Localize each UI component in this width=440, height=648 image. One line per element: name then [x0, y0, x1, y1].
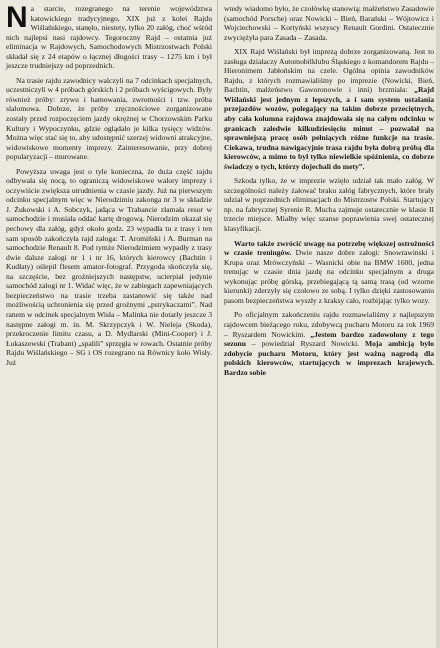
page-edge — [436, 0, 440, 648]
right-column — [224, 4, 434, 377]
interview-attribution: – powiedział Ryszard Nowicki. — [245, 339, 365, 349]
paragraph-trials: Na trasie rajdu zawodnicy walczyli na 7 odcinkach specjalnych, uczestniczyli w 4 próbach górskich i 2 próbach wyścigowych. Były również próby: zrywu i hamowania, zwrotności i tzw. próba slalomowa. Dobrze, że próby zręcznościowe zorganizowane zostały przed rozpoczęciem jazdy okrężnej w Chorzowskim Parku Kultury i Wypoczynku, gdzie oglądało je kilka tysięcy widzów. Można więc stać się to, aby udostępnić szerzej widowni atrakcyjne, widowiskowe momenty imprezy. Zainteresowanie, przy dobrej popularyzacji – murowane. — [6, 75, 212, 162]
paragraph-organization — [224, 47, 434, 171]
interview-intro: Po oficjalnym zakończeniu rajdu rozmawialiśmy z najlepszym rajdowcem bieżącego roku, zdobywcą pucharu Motoru za rok 1969 – Ryszardem Nowickim. — [224, 310, 434, 339]
paragraph-few-crews: Szkoda tylko, że w imprezie wzięło udział tak mało załóg. W szczególności należy żałować braku załóg fabrycznych, które brały udział w poprzednich eliminacjach do Mistrzostw Polski. Startujący np. na fabrycznej Syrenie R. Mucha zajmuje ostatecznie w klasie II trzecie miejsce. Miałby więc szanse poprawienia swej ostatecznej klasyfikacji. — [224, 176, 434, 234]
left-column — [6, 1, 212, 367]
opening-paragraph — [6, 1, 212, 71]
organization-text: XIX Rajd Wiślański był imprezą dobrze zorganizowaną. Jest to zasługa działaczy Automobilklubu Śląskiego z komandorem Rajdu – Hieronimem Jabłońskim na czele. Ogólna opinia zawodników Rajdu, z których rozmawialiśmy po imprezie (Nowicki, Bień, Bachtin, małżeństwo Gaworonowie i inni) brzmiała: — [224, 47, 434, 95]
opening-paragraph-text: a starcie, rozegranego na terenie województwa katowickiego tradycyjnego, XIX już z kolei Rajdu Wiślańskiego, stanęło, niestety, tylko 20 załóg, choć wśród nich najlepsi nasi rajdowcy. Tegoroczny Rajd – ostatnia już eliminacja w Rajdowych, Samochodowych Mistrzostwach Polski składał się z 24 etapów o łącznej długości trasy – 1275 km i był jeszcze trudniejszy od poprzednich. — [6, 4, 212, 71]
interview-quote-2: Moja ambicją było zdobycie pucharu Motoru, który jest ważną nagrodą dla polskich kierowców, startujących w imprezach krajowych. Bardzo sobie — [224, 339, 435, 377]
training-text: Dwie nasze dobre załogi: Snowrawinski i Krupa oraz Mrówczyński – Wasnicki obie na BMW 1600, jedna trenując w czasie dnia jazdę na odcinku specjalnym a druga wykonując próbę górską, przebiegającą tą samą trasą (od wzorne kierunki) zderzyły się czołowo ze sobą. I tylko dzięki zastosowaniu pasom bezpieczeństwa wyszły z kraksy cało, rozbijając tylko wozy. — [224, 248, 435, 305]
paragraph-interview — [224, 310, 434, 377]
column-divider — [217, 0, 218, 648]
drivers-opinion-quote: „Rajd Wiślański jest jednym z lepszych, a i sam system ustalania przejazdów wozów, polegający na takim dobrze przeciętnych, aby cała kolumna rajdowa znajdowała się na całym odcinku w granicach zaledwie kilkudziesięciu minut – pozwalał na sprawniejszą pracę osób pełniących różne funkcje na trasie. Ciekawa, trudna nawigacyjnie trasa rajdu była dobrą próbą dla kierowców, a mimo to był tylko niewielkie spóźnienia, co dobrze świadczy o tych, którzy dojechali do mety”. — [224, 85, 434, 171]
drop-cap: N — [6, 1, 28, 34]
paragraph-leaders: wtedy wiadomo było, że czołówkę stanowią: małżeństwo Zasadowie (samochód Porsche) oraz Nowicki – Bień, Barański – Wójtowicz i Wojciechowski – Kortyński wszyscy Renault Gordini. Ostatecznie zwyciężyła para Zasada – Zasada. — [224, 4, 434, 42]
paragraph-training — [224, 239, 434, 306]
paragraph-night-stage: Powyższa uwaga jest o tyle konieczna, że duża część rajdu odbywała się nocą, to ograniczą widowiskowe walory imprezy i oczywiście zwiększa utrudnienia w czasie jazdy. Już na pierwszym odcinku specjalnym więc w Nierodzimiu zakonga nr 3 w składzie J. Żukowski i A. Sobczyk, jadąca w Trabancie złamała resor w samochodzie i musiała oddać kartę drogową. Nierodzim okazał się pechowy dla załóg, gdyż około godz. 23 wypadła tu z trasy i ten sam sposób zakończyła rajd załoga: T. Aromiński i A. Burman na samochodzie Renault 8. Pod tymże Nierodzimiem wypadły z trasy dwie dalsze załogi nr 1 i nr 16, których kierowcy (Bachtin i Kudłaty) oślepił flesem amator-fotograf. Przygoda skończyła się, na szczęście, bez groźniejszych następstw, ucierpiał jedynie samochód załogi nr 1. Widać więc, że w zabiegach zapewniających bezpieczeństwo na trasie trzeba zastanowić się także nad możliwością uchronienia się przed groźnymi „pstrykaczami”. Nad ranem w odcinek specjalnym Wisła – Malinka nie dotarły jeszcze 3 następne załogi m. in. M. Skrzypczyk i W. Nieleja (Skoda), przekroczenie limitu czasu, a D. Mydlarski (Mini-Cooper) i J. Łukaszewski (Trabant) „spalili” sprzęgła w rowach. Ostatnie próby Rajdu Wiślańskiego – SG i OS rozegrano na Równicy koło Wisły. Już — [6, 166, 212, 367]
interview-quote-1: „Jestem bardzo zadowolony z tego sezonu — [224, 329, 434, 349]
training-warning: Warto także zwrócić uwagę na potrzebę większej ostrożności w czasie treningów. — [224, 238, 434, 258]
